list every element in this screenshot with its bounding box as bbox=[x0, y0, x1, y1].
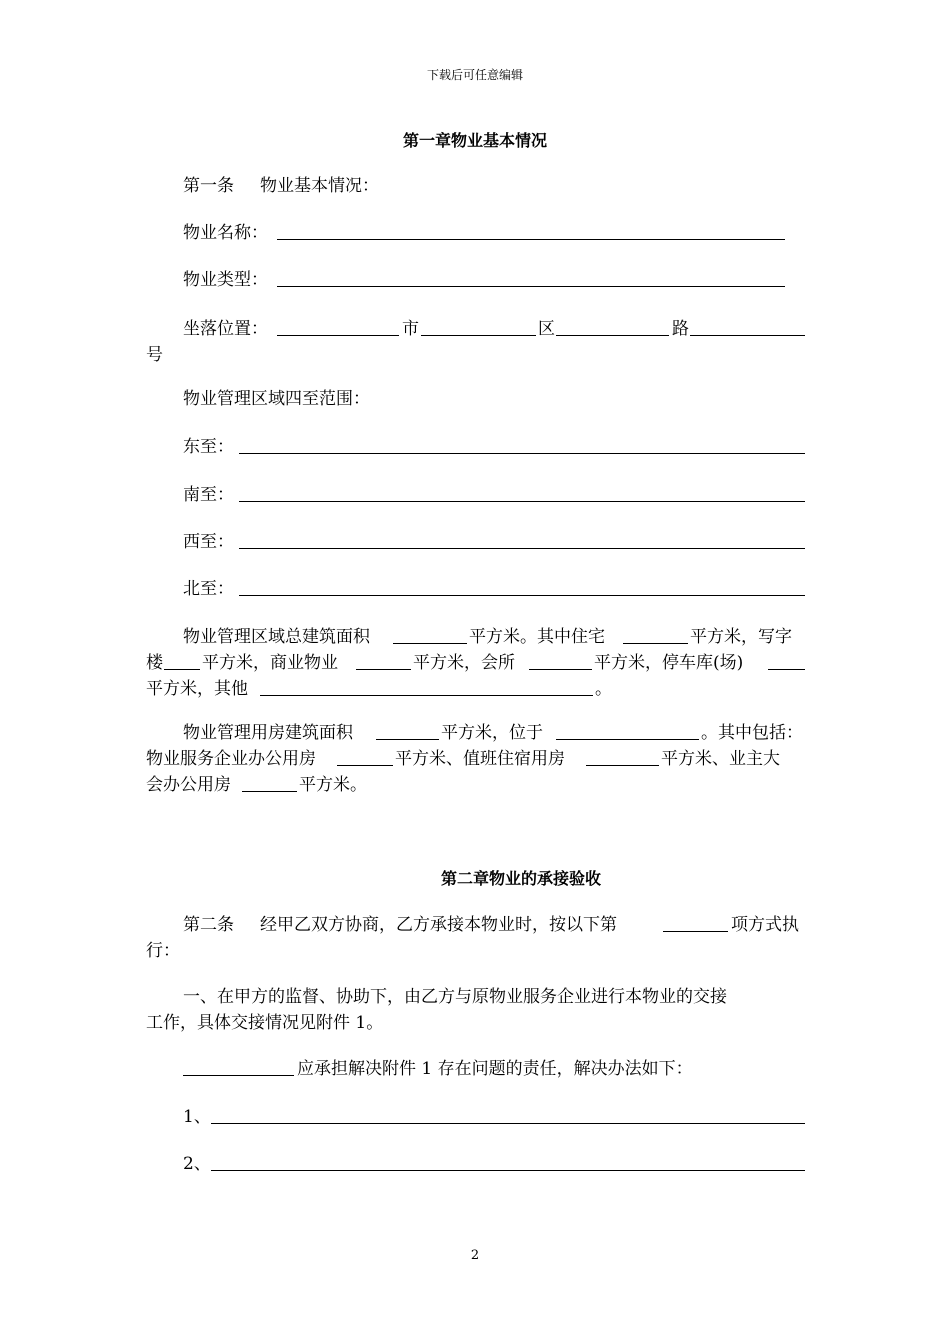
item1-text-1: 一、在甲方的监督、协助下，由乙方与原物业服务企业进行本物业的交接 bbox=[183, 987, 727, 1007]
office-area-blank bbox=[164, 669, 200, 670]
mgmt-text-3: 。其中包括： bbox=[701, 723, 803, 743]
number-blank bbox=[690, 335, 805, 336]
area-text-9: 。 bbox=[595, 679, 612, 699]
area-text-2: 平方米。其中住宅 bbox=[469, 627, 605, 647]
office-room-blank bbox=[337, 765, 393, 766]
area-text-4: 楼 bbox=[146, 653, 163, 673]
road-label: 路 bbox=[672, 319, 689, 339]
mgmt-text-8: 平方米。 bbox=[299, 775, 367, 795]
mgmt-text-7: 会办公用房 bbox=[146, 775, 231, 795]
area-text-8: 平方米，其他 bbox=[146, 679, 248, 699]
option-number-blank bbox=[663, 931, 728, 932]
road-blank bbox=[556, 335, 669, 336]
area-text-6: 平方米，会所 bbox=[413, 653, 515, 673]
total-area-blank bbox=[393, 643, 467, 644]
responsibility-text: 应承担解决附件 1 存在问题的责任，解决办法如下： bbox=[297, 1059, 693, 1079]
solution-2-blank bbox=[211, 1170, 805, 1171]
page-number: 2 bbox=[470, 1248, 480, 1263]
north-blank bbox=[239, 595, 805, 596]
property-name-blank bbox=[277, 239, 785, 240]
east-blank bbox=[239, 453, 805, 454]
responsible-party-blank bbox=[183, 1075, 294, 1076]
article2-text-3: 行： bbox=[146, 941, 180, 961]
clubhouse-area-blank bbox=[529, 669, 592, 670]
mgmt-area-blank bbox=[376, 739, 439, 740]
mgmt-text-5: 平方米、值班住宿用房 bbox=[395, 749, 565, 769]
article1-label: 第一条 bbox=[183, 176, 234, 196]
city-label: 市 bbox=[402, 319, 419, 339]
district-label: 区 bbox=[538, 319, 555, 339]
area-text-7: 平方米，停车库(场) bbox=[594, 653, 744, 673]
south-blank bbox=[239, 501, 805, 502]
property-type-label: 物业类型： bbox=[183, 270, 268, 290]
city-blank bbox=[277, 335, 399, 336]
mgmt-text-4: 物业服务企业办公用房 bbox=[146, 749, 316, 769]
other-area-blank bbox=[260, 695, 593, 696]
mgmt-text-1: 物业管理用房建筑面积 bbox=[183, 723, 353, 743]
north-label: 北至： bbox=[183, 579, 234, 599]
chapter2-title: 第二章物业的承接验收 bbox=[441, 869, 602, 888]
article2-label: 第二条 bbox=[183, 915, 234, 935]
area-text-1: 物业管理区域总建筑面积 bbox=[183, 627, 370, 647]
page-header: 下载后可任意编辑 bbox=[426, 68, 523, 82]
mgmt-text-2: 平方米，位于 bbox=[441, 723, 543, 743]
article2-text-1: 经甲乙双方协商，乙方承接本物业时，按以下第 bbox=[260, 915, 617, 935]
area-text-3: 平方米，写字 bbox=[690, 627, 792, 647]
residential-area-blank bbox=[623, 643, 688, 644]
west-label: 西至： bbox=[183, 532, 234, 552]
chapter1-title: 第一章物业基本情况 bbox=[402, 131, 547, 150]
article2-text-2: 项方式执 bbox=[731, 915, 799, 935]
owners-room-blank bbox=[242, 791, 297, 792]
number-label: 号 bbox=[146, 345, 163, 365]
district-blank bbox=[421, 335, 536, 336]
property-type-blank bbox=[277, 286, 785, 287]
property-name-label: 物业名称： bbox=[183, 223, 268, 243]
solution-2-label: 2、 bbox=[183, 1154, 211, 1174]
parking-area-blank bbox=[768, 669, 805, 670]
commercial-area-blank bbox=[356, 669, 411, 670]
mgmt-location-blank bbox=[556, 739, 699, 740]
area-text-5: 平方米，商业物业 bbox=[202, 653, 338, 673]
mgmt-text-6: 平方米、业主大 bbox=[661, 749, 780, 769]
solution-1-label: 1、 bbox=[183, 1107, 211, 1127]
dorm-room-blank bbox=[586, 765, 659, 766]
south-label: 南至： bbox=[183, 485, 234, 505]
west-blank bbox=[239, 548, 805, 549]
item1-text-2: 工作，具体交接情况见附件 1。 bbox=[146, 1013, 384, 1033]
east-label: 东至： bbox=[183, 437, 234, 457]
location-label: 坐落位置： bbox=[183, 319, 268, 339]
article1-text: 物业基本情况： bbox=[260, 176, 379, 196]
solution-1-blank bbox=[211, 1123, 805, 1124]
scope-label: 物业管理区域四至范围： bbox=[183, 389, 370, 409]
